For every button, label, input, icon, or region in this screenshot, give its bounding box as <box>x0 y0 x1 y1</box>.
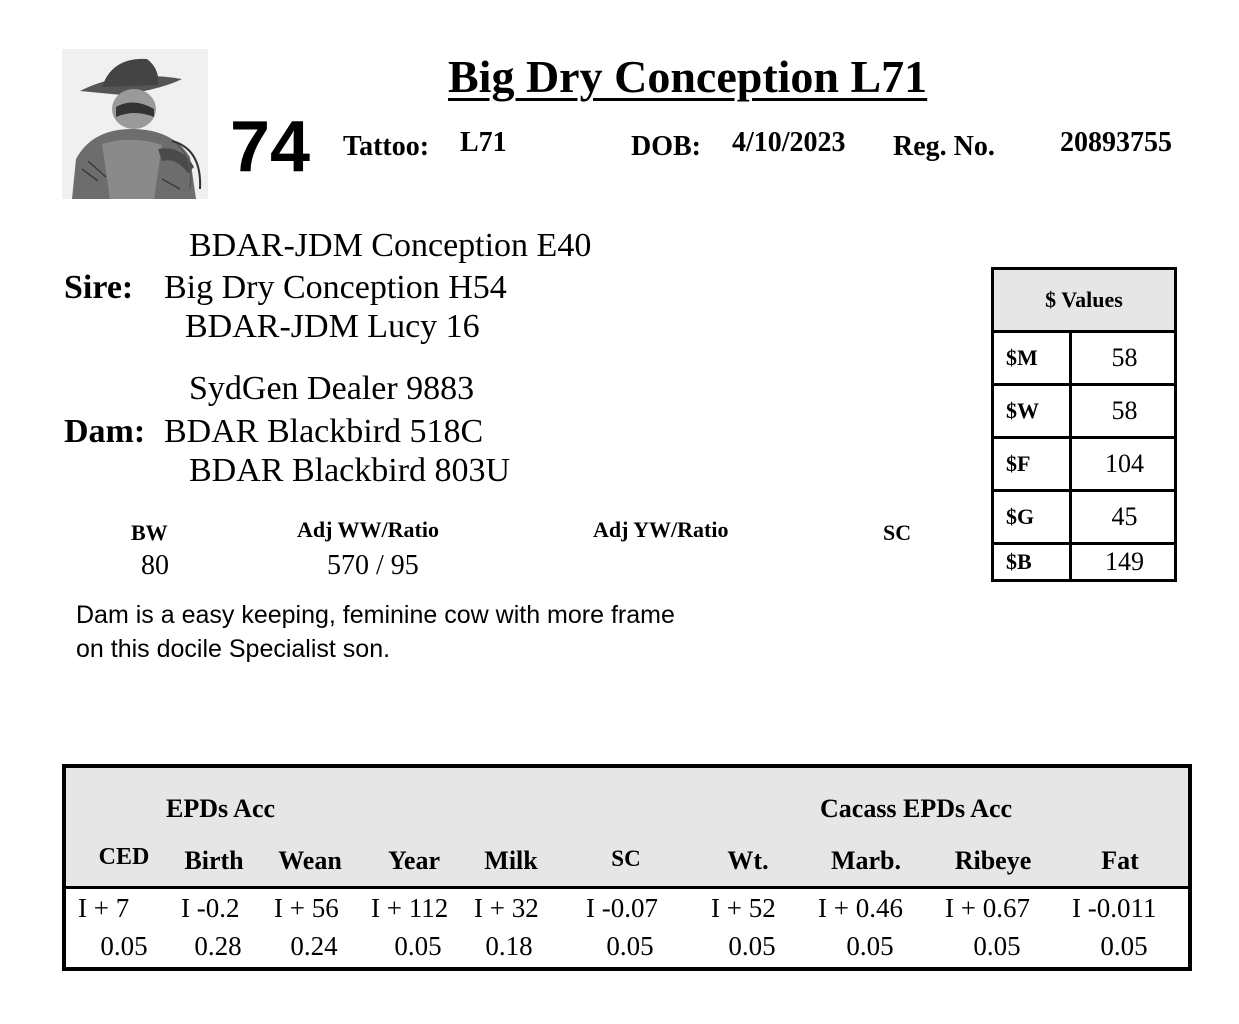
comment-line-2: on this docile Specialist son. <box>76 635 391 663</box>
epd-value: I + 0.46 <box>818 893 903 923</box>
epd-value: I + 7 <box>78 893 130 923</box>
dollar-value-row <box>994 333 1174 386</box>
sire-sire: BDAR-JDM Conception E40 <box>189 227 592 264</box>
epd-column-header: SC <box>611 846 641 871</box>
adj-ww-value: 570 / 95 <box>327 550 419 581</box>
epd-accuracy: 0.24 <box>290 931 338 961</box>
epd-column-header: Wean <box>278 846 342 875</box>
epd-table-header <box>66 768 1188 889</box>
epd-value: I + 0.67 <box>945 893 1030 923</box>
dollar-value: 58 <box>1111 343 1138 372</box>
epd-value: I -0.011 <box>1072 893 1157 923</box>
tattoo-value: L71 <box>460 127 507 158</box>
epd-accuracy: 0.05 <box>100 931 148 961</box>
dollar-value-row <box>994 439 1174 492</box>
adj-ww-label: Adj WW/Ratio <box>297 517 439 542</box>
dollar-value-row <box>994 492 1174 545</box>
epd-column-header: Birth <box>184 846 244 875</box>
dollar-value-label: $B <box>994 545 1072 579</box>
epd-column-header: CED <box>98 844 150 870</box>
epd-value: I + 52 <box>711 893 776 923</box>
epd-group-label: EPDs Acc <box>166 794 276 823</box>
dollar-value: 104 <box>1105 449 1144 478</box>
epd-value: I + 32 <box>474 893 539 923</box>
dollar-value-label: $W <box>994 386 1072 436</box>
bw-value: 80 <box>141 550 169 581</box>
bw-label: BW <box>131 520 168 545</box>
adj-yw-label: Adj YW/Ratio <box>593 517 729 542</box>
dollar-value: 45 <box>1111 502 1138 531</box>
dollar-value-row <box>994 386 1174 439</box>
ranch-logo <box>62 49 208 199</box>
dob-label: DOB: <box>631 131 701 162</box>
epd-column-header: Wt. <box>727 846 769 875</box>
epd-accuracy: 0.28 <box>194 931 242 961</box>
epd-accuracy: 0.05 <box>973 931 1021 961</box>
sc-label: SC <box>883 520 912 545</box>
epd-value: I -0.07 <box>586 893 658 923</box>
epd-accuracy: 0.05 <box>1100 931 1148 961</box>
lot-number: 74 <box>230 107 311 187</box>
epd-value: I + 112 <box>371 893 449 923</box>
carcass-epd-group-label: Cacass EPDs Acc <box>820 794 1013 823</box>
sire-dam: BDAR-JDM Lucy 16 <box>185 308 480 345</box>
dollar-value-row <box>994 545 1174 579</box>
dam-sire: SydGen Dealer 9883 <box>189 370 475 407</box>
reg-no-value: 20893755 <box>1060 127 1172 158</box>
epd-value: I -0.2 <box>181 893 240 923</box>
dollar-values-title: $ Values <box>994 270 1174 333</box>
epd-accuracy: 0.05 <box>394 931 442 961</box>
sire-name: Big Dry Conception H54 <box>164 269 507 306</box>
animal-title: Big Dry Conception L71 <box>448 51 928 102</box>
reg-no-label: Reg. No. <box>893 131 995 162</box>
epd-column-header: Marb. <box>830 846 902 875</box>
dam-label: Dam: <box>64 413 146 450</box>
epd-accuracy: 0.05 <box>606 931 654 961</box>
dollar-value-label: $G <box>994 492 1072 542</box>
dollar-value-label: $M <box>994 333 1072 383</box>
cowboy-logo-icon <box>62 49 208 199</box>
dam-name: BDAR Blackbird 518C <box>164 413 484 450</box>
dollar-value-label: $F <box>994 439 1072 489</box>
dollar-value: 149 <box>1105 547 1144 576</box>
epd-column-header: Ribeye <box>954 846 1032 875</box>
comment <box>76 598 776 666</box>
dam-dam: BDAR Blackbird 803U <box>189 452 511 489</box>
epd-column-header: Milk <box>484 846 538 875</box>
comment-line-1: Dam is a easy keeping, feminine cow with more frame <box>76 601 675 629</box>
epd-accuracy: 0.18 <box>485 931 533 961</box>
dob-value: 4/10/2023 <box>732 127 846 158</box>
epd-table <box>62 764 1192 971</box>
sire-label: Sire: <box>64 269 134 306</box>
dollar-value: 58 <box>1111 396 1138 425</box>
tattoo-label: Tattoo: <box>343 131 430 162</box>
epd-accuracy: 0.05 <box>846 931 894 961</box>
epd-value: I + 56 <box>274 893 339 923</box>
dollar-values-box <box>991 267 1177 582</box>
epd-column-header: Year <box>388 846 440 875</box>
epd-accuracy: 0.05 <box>728 931 776 961</box>
epd-column-header: Fat <box>1101 846 1139 875</box>
